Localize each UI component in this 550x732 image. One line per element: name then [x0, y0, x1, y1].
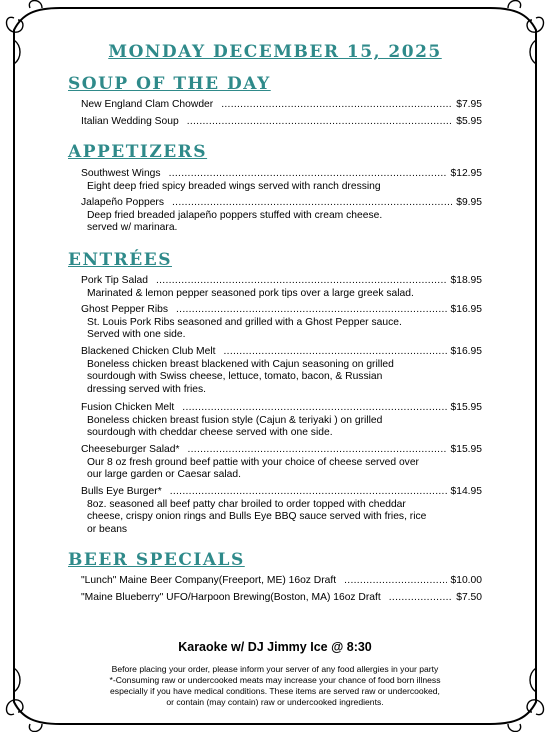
- dot-leader: [187, 116, 453, 129]
- section-heading-appetizers: APPETIZERS: [68, 142, 208, 162]
- dot-leader: [156, 275, 447, 288]
- item-name: "Lunch" Maine Beer Company(Freeport, ME) 16oz Draft: [81, 575, 337, 586]
- item-name: Jalapeño Poppers: [81, 197, 165, 208]
- dot-leader: [187, 444, 446, 457]
- menu-item: [81, 168, 482, 193]
- item-name: Fusion Chicken Melt: [81, 402, 175, 413]
- item-name: Southwest Wings: [81, 168, 161, 179]
- item-description: Boneless chicken breast blackened with Cajun seasoning on grilled sourdough with Swiss cheese, lettuce, tomato, bacon, & Russian dressing served with fries.: [87, 358, 394, 395]
- item-price: $10.00: [450, 575, 482, 586]
- item-price: $14.95: [450, 486, 482, 497]
- item-price: $15.95: [450, 444, 482, 455]
- menu-item: [81, 304, 482, 342]
- item-name: Blackened Chicken Club Melt: [81, 346, 216, 357]
- allergy-disclaimer: [60, 664, 490, 708]
- item-price: $7.50: [456, 592, 482, 603]
- item-price: $12.95: [450, 168, 482, 179]
- menu-item: [81, 486, 482, 536]
- item-description: Deep fried breaded jalapeño poppers stuffed with cream cheese. served w/ marinara.: [87, 209, 383, 233]
- menu-date-title: MONDAY DECEMBER 15, 2025: [108, 42, 442, 62]
- menu-item: [81, 99, 482, 112]
- disclaimer-line: or contain (may contain) raw or undercooked ingredients.: [166, 697, 384, 707]
- dot-leader: [221, 99, 452, 112]
- item-name: New England Clam Chowder: [81, 99, 214, 110]
- menu-item: [81, 275, 482, 300]
- menu-item: [81, 592, 482, 605]
- item-name: Italian Wedding Soup: [81, 116, 179, 127]
- item-name: Bulls Eye Burger*: [81, 486, 162, 497]
- dot-leader: [389, 592, 452, 605]
- disclaimer-line: especially if you have medical conditions. These items are served raw or undercooked,: [110, 686, 440, 696]
- item-description: 8oz. seasoned all beef patty char broiled to order topped with cheddar cheese, crispy onion rings and Bulls Eye BBQ sauce served with fries, rice or beans: [87, 498, 427, 535]
- menu-item: [81, 197, 482, 235]
- menu-item: [81, 402, 482, 440]
- item-name: Cheeseburger Salad*: [81, 444, 180, 455]
- item-name: "Maine Blueberry" UFO/Harpoon Brewing(Boston, MA) 16oz Draft: [81, 592, 381, 603]
- menu-item: [81, 346, 482, 396]
- item-price: $9.95: [456, 197, 482, 208]
- dot-leader: [224, 346, 447, 359]
- menu-item: [81, 116, 482, 129]
- item-price: $15.95: [450, 402, 482, 413]
- item-description: Boneless chicken breast fusion style (Cajun & teriyaki ) on grilled sourdough with cheddar cheese served with one side.: [87, 414, 383, 438]
- menu-item: [81, 444, 482, 482]
- item-price: $5.95: [456, 116, 482, 127]
- item-description: Our 8 oz fresh ground beef pattie with your choice of cheese served over our large garden or Caesar salad.: [87, 456, 419, 480]
- item-name: Ghost Pepper Ribs: [81, 304, 168, 315]
- karaoke-announcement: Karaoke w/ DJ Jimmy Ice @ 8:30: [178, 640, 372, 654]
- disclaimer-line: *-Consuming raw or undercooked meats may increase your chance of food born illness: [109, 675, 441, 685]
- section-heading-soup: SOUP OF THE DAY: [68, 74, 271, 94]
- item-price: $18.95: [450, 275, 482, 286]
- section-heading-beer: BEER SPECIALS: [68, 550, 245, 570]
- item-name: Pork Tip Salad: [81, 275, 148, 286]
- dot-leader: [172, 197, 452, 210]
- dot-leader: [170, 486, 447, 499]
- item-price: $16.95: [450, 346, 482, 357]
- item-price: $16.95: [450, 304, 482, 315]
- item-price: $7.95: [456, 99, 482, 110]
- dot-leader: [182, 402, 446, 415]
- item-description: St. Louis Pork Ribs seasoned and grilled with a Ghost Pepper sauce. Served with one side.: [87, 316, 402, 340]
- item-description: Marinated & lemon pepper seasoned pork tips over a large greek salad.: [87, 287, 414, 299]
- menu-item: [81, 575, 482, 588]
- dot-leader: [176, 304, 447, 317]
- section-heading-entrees: ENTRÉES: [68, 250, 172, 270]
- dot-leader: [344, 575, 446, 588]
- disclaimer-line: Before placing your order, please inform your server of any food allergies in your party: [111, 664, 439, 674]
- item-description: Eight deep fried spicy breaded wings served with ranch dressing: [87, 180, 381, 192]
- dot-leader: [169, 168, 447, 181]
